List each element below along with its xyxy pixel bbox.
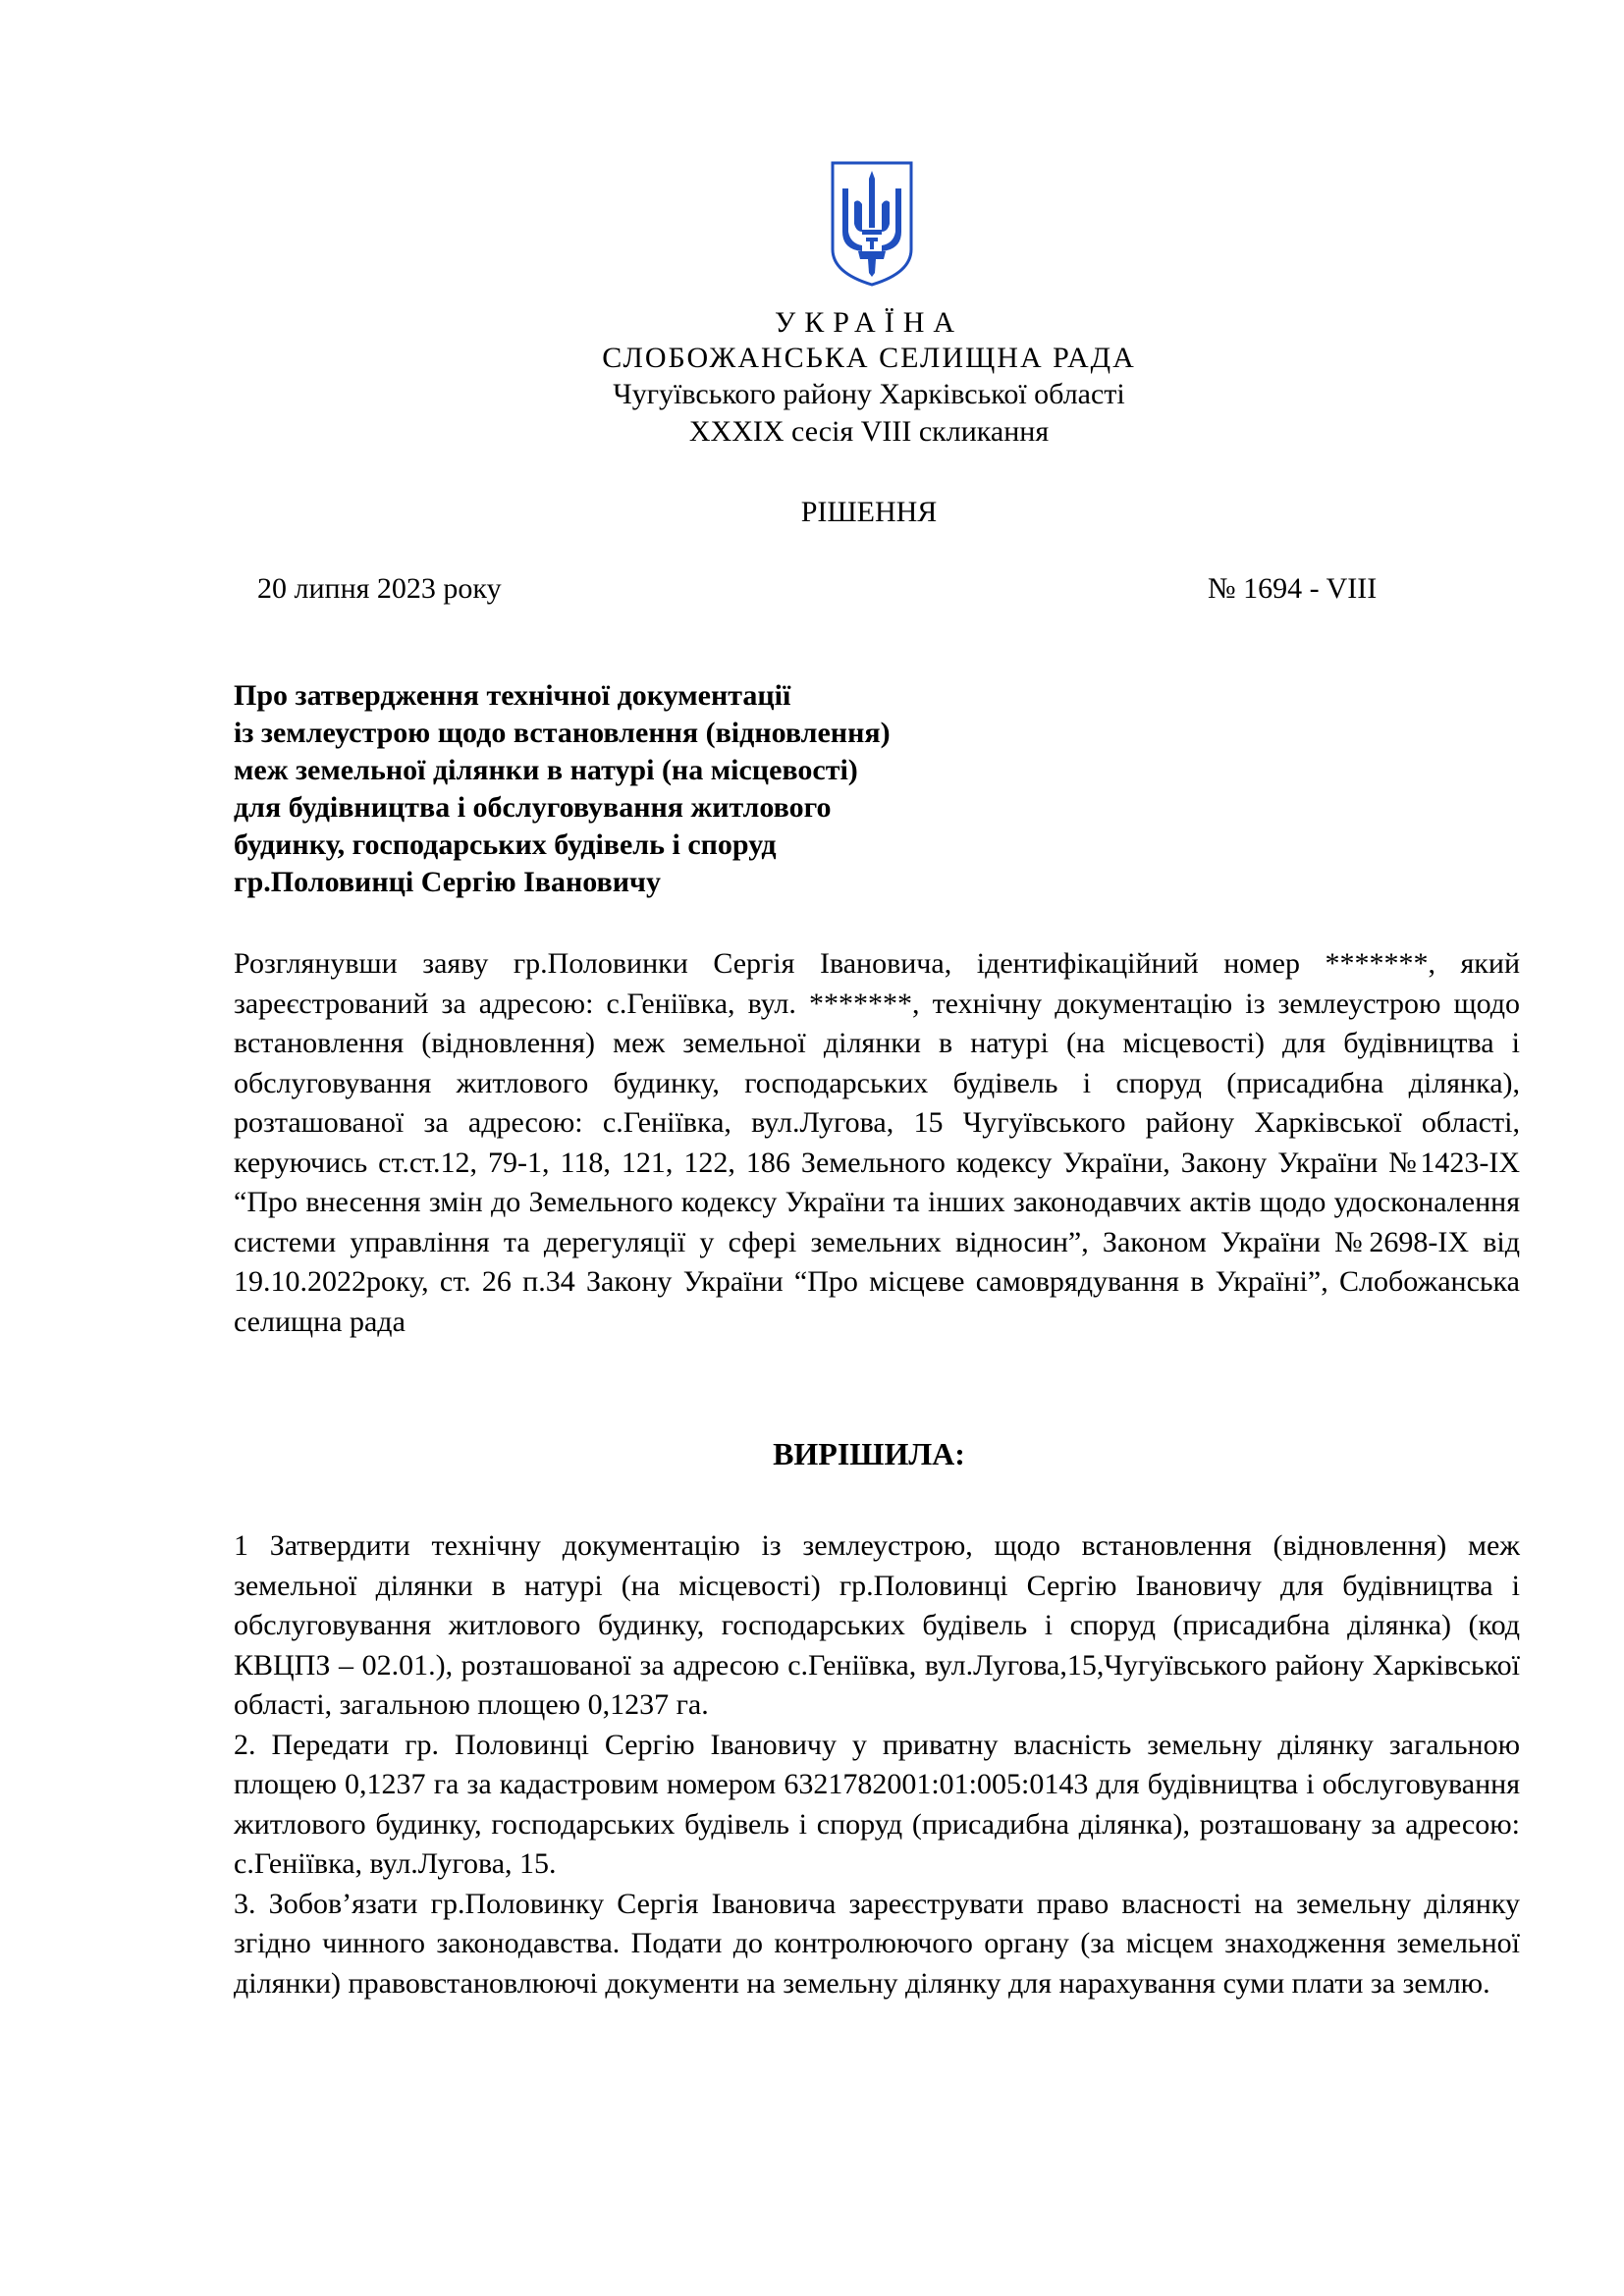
subject-line: меж земельної ділянки в натурі (на місцевості) xyxy=(234,754,858,786)
subject-line: Про затвердження технічної документації xyxy=(234,679,791,712)
decision-number: № 1694 - VIII xyxy=(1208,572,1378,605)
decision-item: 3. Зобов’язати гр.Половинку Сергія Івановича зареєструвати право власності на земельну ділянку згідно чинного законодавства. Подати до контролюючого органу (за місцем знаходження земельної ділянки) правовстановлюючі документи на земельну ділянку для нарахування суми плати за землю. xyxy=(234,1887,1520,2000)
preamble-paragraph: Розглянувши заяву гр.Половинки Сергія Івановича, ідентифікаційний номер *******, який зареєстрований за адресою: с.Геніївка, вул. *******, технічну документацію із землеустрою щодо встановлення (відновлення) меж земельної ділянки в натурі (на місцевості) для будівництва і обслуговування житлового будинку, господарських будівель і споруд (присадибна ділянка), розташованої за адресою: с.Геніївка, вул.Лугова, 15 Чугуївського району Харківської області, керуючись ст.ст.12, 79-1, 118, 121, 122, 186 Земельного кодексу України, Закону України №1423-IX “Про внесення змін до Земельного кодексу України та інших законодавчих актів щодо удосконалення системи управління та дерегуляції у сфері земельних відносин”, Законом України №2698-IX від 19.10.2022року, ст. 26 п.34 Закону України “Про місцеве самоврядування в Україні”, Слобожанська селищна рада xyxy=(234,947,1520,1338)
subject-line: для будівництва і обслуговування житлового xyxy=(234,791,832,824)
decision-item: 2. Передати гр. Половинці Сергію Івановичу у приватну власність земельну ділянку загальною площею 0,1237 га за кадастровим номером 6321782001:01:005:0143 для будівництва і обслуговування житлового будинку, господарських будівель і споруд (присадибна ділянка), розташовану за адресою: с.Геніївка, вул.Лугова, 15. xyxy=(234,1728,1520,1880)
subject-line: із землеустрою щодо встановлення (відновлення) xyxy=(234,717,891,749)
decision-date: 20 липня 2023 року xyxy=(257,572,502,605)
district-name: Чугуївського району Харківської області xyxy=(613,378,1125,410)
council-name: СЛОБОЖАНСЬКА СЕЛИЩНА РАДА xyxy=(602,342,1136,374)
decision-items xyxy=(234,1526,1520,2003)
coat-of-arms-icon xyxy=(829,159,915,289)
subject-line: гр.Половинці Сергію Івановичу xyxy=(234,866,661,898)
country-name: УКРАЇНА xyxy=(774,306,964,339)
document-type-title: РІШЕННЯ xyxy=(800,496,938,528)
resolved-heading: ВИРІШИЛА: xyxy=(773,1436,965,1471)
session-name: XXXIX сесія VIII скликання xyxy=(688,415,1050,448)
decision-item: 1 Затвердити технічну документацію із землеустрою, щодо встановлення (відновлення) меж земельної ділянки в натурі (на місцевості) гр.Половинці Сергію Івановичу для будівництва і обслуговування житлового будинку, господарських будівель і споруд (присадибна ділянка) (код КВЦПЗ – 02.01.), розташованої за адресою с.Геніївка, вул.Лугова,15,Чугуївського району Харківської області, загальною площею 0,1237 га. xyxy=(234,1529,1520,1721)
subject-line: будинку, господарських будівель і споруд xyxy=(234,828,777,861)
decision-subject xyxy=(234,677,1117,901)
